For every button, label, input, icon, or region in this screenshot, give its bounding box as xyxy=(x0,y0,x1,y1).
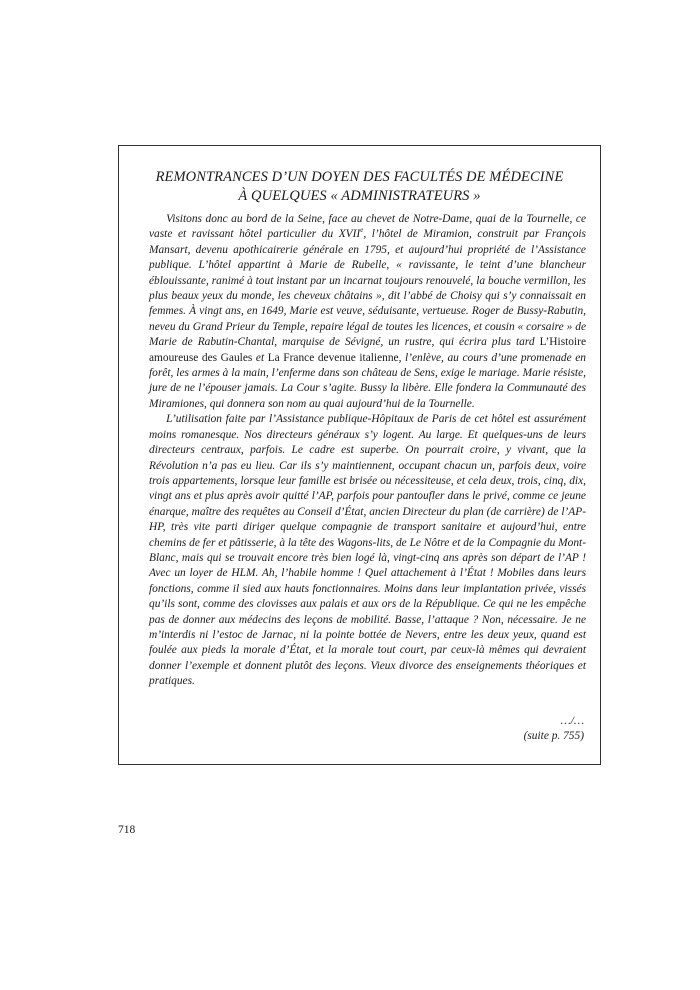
article-box xyxy=(118,145,601,765)
century-superscript: e xyxy=(360,226,364,235)
paragraph-1 xyxy=(149,212,586,412)
article-body xyxy=(149,212,586,690)
paragraph-1-part-3: , l’enlève, au cours d’une promenade en forêt, les armes à la main, l’enferme dans son château de Sens, exige le mariage. Marie résiste, jure de ne l’épouser jamais. La Cour s’agite. Bussy la libère. Elle fondera la Communauté des Miramiones, qui donnera son nom au quai aujourd’hui de la Tournelle. xyxy=(149,351,586,410)
page-number: 718 xyxy=(118,824,136,836)
continuation-note xyxy=(524,714,584,745)
continuation-reference: (suite p. 755) xyxy=(523,730,584,743)
paragraph-1-part-2: , l’hôtel de Miramion, construit par François Mansart, devenu apothicairerie générale en 1795, et aujourd’hui propriété de l’Assistance publique. L’hôtel appartint à Marie de Rubelle, « ravissante, le teint d’une blancheur éblouissante, ranimé à tout instant par un incarnat toujours renouvelé, la bouche vermillon, les plus beaux yeux du monde, les cheveux châtains », dit l’abbé de Choisy qui s’y connaissait en femmes. À vingt ans, en 1649, Marie est veuve, séduisante, vertueuse. Roger de Bussy-Rabutin, neveu du Grand Prieur du Temple, repaire légal de toutes les licences, et cousin « corsaire » de Marie de Rabutin-Chantal, marquise de Sévigné, un rustre, qui écrira plus tard xyxy=(149,228,586,349)
book-title-1: L’Histoire amoureuse des Gaules xyxy=(149,336,586,364)
book-title-2: La France devenue italienne xyxy=(267,351,399,364)
title-line-2: À QUELQUES « ADMINISTRATEURS » xyxy=(238,188,481,204)
title-line-1: REMONTRANCES D’UN DOYEN DES FACULTÉS DE MÉDECINE xyxy=(155,169,564,185)
article-title xyxy=(119,168,600,206)
paragraph-1-conjunction: et xyxy=(252,351,268,364)
paragraph-1-part-1: Visitons donc au bord de la Seine, face au chevet de Notre-Dame, quai de la Tournelle, ce vaste et ravissant hôtel particulier du XVII xyxy=(149,213,586,241)
continuation-ellipsis: …/… xyxy=(560,715,584,727)
paragraph-2: L’utilisation faite par l’Assistance publique-Hôpitaux de Paris de cet hôtel est assurément moins romanesque. Nos directeurs généraux s’y logent. Au large. Et quelques-uns de leurs directeurs centraux, parfois. Le cadre est superbe. On pourrait croire, y vivant, que la Révolution n’a pas eu lieu. Car ils s’y maintiennent, occupant chacun un, parfois deux, voire trois appartements, lorsque leur famille est brisée ou nécessiteuse, et cela deux, trois, cinq, dix, vingt ans et plus après avoir quitté l’AP, parfois pour pantoufler dans le privé, comme ce jeune énarque, maître des requêtes au Conseil d’État, ancien Directeur du plan (de carrière) de l’AP-HP, très vite parti diriger quelque compagnie de transport sanitaire et aujourd’hui, entre chemins de fer et pâtisserie, à la tête des Wagons-lits, de Le Nôtre et de la Compagnie du Mont-Blanc, mais qui se trouvait encore très bien logé là, vingt-cinq ans après son départ de l’AP ! Avec un loyer de HLM. Ah, l’habile homme ! Quel attachement à l’État ! Mobiles dans leurs fonctions, comme il sied aux hauts fonctionnaires. Moins dans leur implantation privée, vissés qu’ils sont, comme des clovisses aux palais et aux ors de la République. Ce qui ne les empêche pas de donner aux médecins des leçons de mobilité. Basse, l’attaque ? Non, nécessaire. Je ne m’interdis ni l’estoc de Jarnac, ni la pointe bottée de Nevers, entre les deux yeux, quand est foulée aux pieds la morale d’État, et la morale tout court, par ceux-là mêmes qui devraient donner l’exemple et donnent plutôt des leçons. Vieux divorce des enseignements théoriques et pratiques. xyxy=(149,413,586,688)
